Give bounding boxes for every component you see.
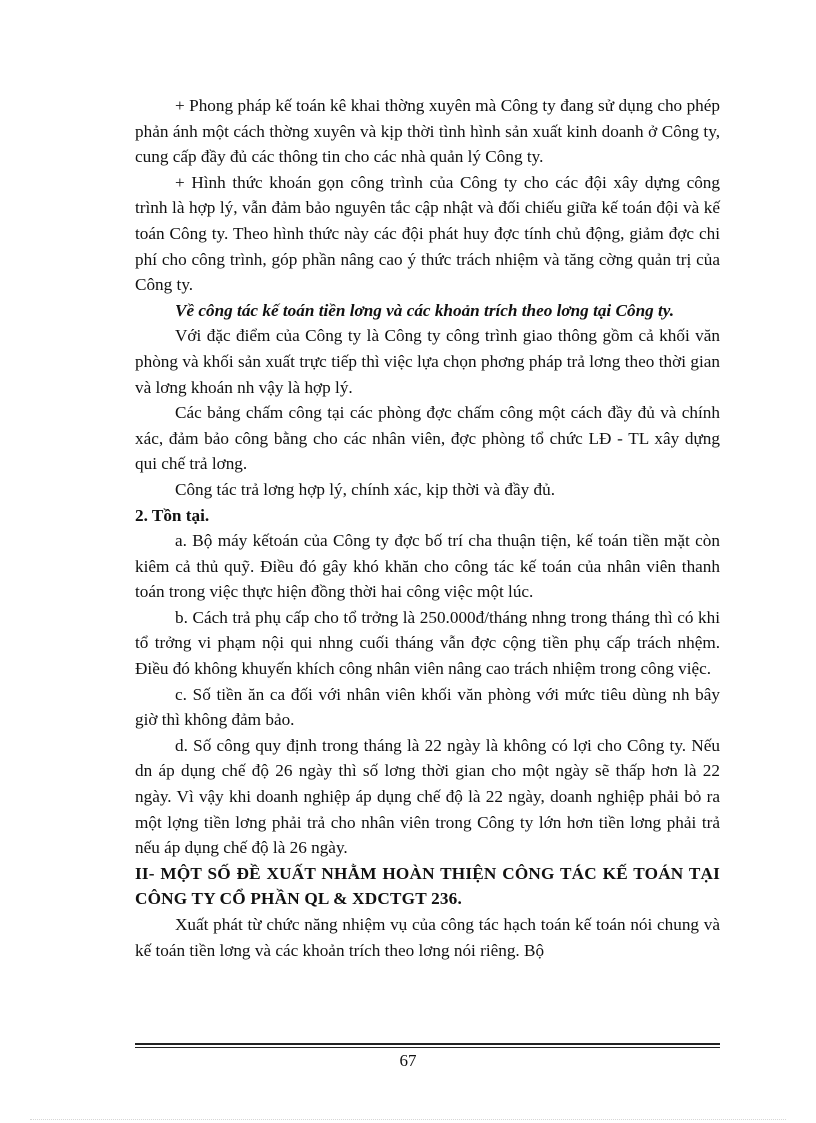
- paragraph-proposals-intro: Xuất phát từ chức năng nhiệm vụ của công tác hạch toán kế toán nói chung và kế toán tiền lơng và các khoản trích theo lơng nói riêng. Bộ: [135, 915, 720, 960]
- document-body: [135, 93, 720, 963]
- paragraph-limitation-c: c. Số tiền ăn ca đối với nhân viên khối văn phòng với mức tiêu dùng nh bây giờ thì không đảm bảo.: [135, 684, 720, 730]
- heading-limitations: 2. Tồn tại.: [135, 505, 210, 525]
- paragraph-company-characteristics: Với đặc điểm của Công ty là Công ty công trình giao thông gồm cả khối văn phòng và khối sản xuất trực tiếp thì việc lựa chọn phơng pháp trả lơng theo thời gian và lơng khoán nh vậy là hợp lý.: [135, 326, 720, 397]
- subheading-salary-accounting: Về công tác kế toán tiền lơng và các khoản trích theo lơng tại Công ty.: [175, 300, 675, 320]
- page-edge-divider: [30, 1119, 786, 1120]
- paragraph-limitation-b: b. Cách trả phụ cấp cho tổ trởng là 250.000đ/tháng nhng trong tháng thì có khi tổ trởng vi phạm nội qui nhng cuối tháng vẫn đợc cộng tiền phụ cấp trách nhệm. Điều đó không khuyến khích công nhân viên nâng cao trách nhiệm trong công việc.: [135, 607, 720, 679]
- paragraph-accounting-method: + Phong pháp kế toán kê khai thờng xuyên mà Công ty đang sử dụng cho phép phản ánh một cách thờng xuyên và kịp thời tình hình sản xuất kinh doanh ở Công ty, cung cấp đầy đủ các thông tin cho các nhà quản lý Công ty.: [135, 96, 720, 167]
- paragraph-limitation-d: d. Số công quy định trong tháng là 22 ngày là không có lợi cho Công ty. Nếu dn áp dụng chế độ 26 ngày thì số lơng thời gian cho một ngày sẽ thấp hơn là 22 ngày. Vì vậy khi doanh nghiệp áp dụng chế độ là 22 ngày, doanh nghiệp phải bỏ ra một lợng tiền lơng phải trả cho nhân viên trong Công ty lớn hơn tiền lơng phải trả nếu áp dụng chế độ là 26 ngày.: [135, 735, 720, 858]
- footer-rule-thin: [135, 1047, 720, 1048]
- section-heading-proposals: II- MỘT SỐ ĐỀ XUẤT NHẰM HOÀN THIỆN CÔNG TÁC KẾ TOÁN TẠI CÔNG TY CỔ PHẦN QL & XDCTGT 236.: [135, 863, 720, 909]
- paragraph-contract-form: + Hình thức khoán gọn công trình của Công ty cho các đội xây dựng công trình là hợp lý, vẫn đảm bảo nguyên tắc cập nhật và đối chiếu giữa kế toán đội và kế toán Công ty. Theo hình thức này các đội phát huy đợc tính chủ động, giảm đợc chi phí cho công trình, góp phần nâng cao ý thức trách nhiệm và tăng cờng quản trị của Công ty.: [135, 172, 720, 295]
- paragraph-limitation-a: a. Bộ máy kếtoán của Công ty đợc bố trí cha thuận tiện, kế toán tiền mặt còn kiêm cả thủ quỹ. Điều đó gây khó khăn cho công tác kế toán của nhân viên thanh toán trong việc thực hiện đồng thời hai công việc một lúc.: [135, 531, 720, 602]
- footer-rule-thick: [135, 1043, 720, 1045]
- paragraph-salary-payment: Công tác trả lơng hợp lý, chính xác, kịp thời và đầy đủ.: [175, 479, 556, 499]
- paragraph-timesheets: Các bảng chấm công tại các phòng đợc chấm công một cách đầy đủ và chính xác, đảm bảo công bằng cho các nhân viên, đợc phòng tổ chức LĐ - TL xây dựng qui chế trả lơng.: [135, 403, 720, 474]
- page-number: 67: [399, 1051, 417, 1070]
